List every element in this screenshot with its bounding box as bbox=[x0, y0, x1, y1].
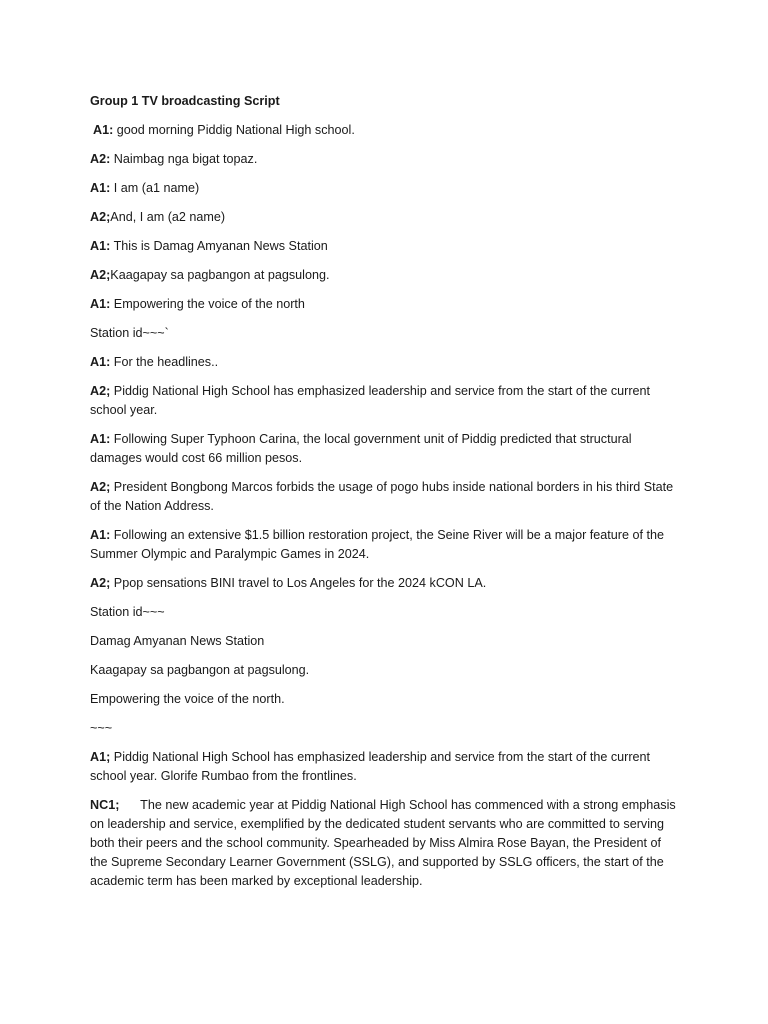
line-text: good morning Piddig National High school. bbox=[113, 123, 355, 137]
script-line bbox=[90, 661, 680, 680]
script-line bbox=[90, 179, 680, 198]
script-line bbox=[90, 295, 680, 314]
line-text: Following Super Typhoon Carina, the local government unit of Piddig predicted that structural damages would cost 66 million pesos. bbox=[90, 432, 632, 465]
speaker-label: A2; bbox=[90, 210, 111, 224]
speaker-label: A1: bbox=[93, 123, 114, 137]
line-text: The new academic year at Piddig National High School has commenced with a strong emphasis on leadership and service, exemplified by the dedicated student servants who are committed to serving both their peers and the school community. Spearheaded by Miss Almira Rose Bayan, the President of the Supreme Secondary Learner Government (SSLG), and supported by SSLG officers, the start of the academic term has been marked by exceptional leadership. bbox=[90, 798, 680, 888]
script-line bbox=[90, 796, 680, 891]
line-text: Station id~~~` bbox=[90, 326, 169, 340]
script-line bbox=[90, 208, 680, 227]
speaker-label: A1: bbox=[90, 239, 111, 253]
script-line bbox=[90, 632, 680, 651]
line-text: Kaagapay sa pagbangon at pagsulong. bbox=[90, 663, 310, 677]
script-line bbox=[90, 690, 680, 709]
document-title: Group 1 TV broadcasting Script bbox=[90, 94, 280, 108]
speaker-label: A1: bbox=[90, 355, 111, 369]
script-line bbox=[90, 150, 680, 169]
script-line bbox=[90, 266, 680, 285]
line-text: Ppop sensations BINI travel to Los Angeles for the 2024 kCON LA. bbox=[110, 576, 487, 590]
script-line bbox=[90, 603, 680, 622]
speaker-label: A1: bbox=[90, 528, 111, 542]
line-text: For the headlines.. bbox=[110, 355, 219, 369]
speaker-label: A2: bbox=[90, 152, 111, 166]
script-line bbox=[90, 478, 680, 516]
line-text: Following an extensive $1.5 billion restoration project, the Seine River will be a major feature of the Summer Olympic and Paralympic Games in 2024. bbox=[90, 528, 665, 561]
line-text: ~~~ bbox=[90, 721, 113, 735]
line-text: Piddig National High School has emphasized leadership and service from the start of the current school year. Glorife Rumbao from the frontlines. bbox=[90, 750, 651, 783]
script-line bbox=[90, 324, 680, 343]
script-line bbox=[90, 574, 680, 593]
script-line bbox=[90, 353, 680, 372]
speaker-label: A2; bbox=[90, 576, 111, 590]
speaker-label: A2; bbox=[90, 268, 111, 282]
line-text: And, I am (a2 name) bbox=[110, 210, 226, 224]
script-line bbox=[90, 430, 680, 468]
line-text: Kaagapay sa pagbangon at pagsulong. bbox=[110, 268, 330, 282]
script-line bbox=[90, 382, 680, 420]
line-text: Station id~~~ bbox=[90, 605, 165, 619]
document-page bbox=[90, 92, 680, 901]
speaker-label: NC1; bbox=[90, 798, 120, 812]
script-line bbox=[90, 121, 680, 140]
speaker-label: A1: bbox=[90, 181, 111, 195]
speaker-label: A1; bbox=[90, 750, 111, 764]
script-line bbox=[90, 719, 680, 738]
line-text: Empowering the voice of the north bbox=[110, 297, 305, 311]
line-text: Empowering the voice of the north. bbox=[90, 692, 285, 706]
line-text: This is Damag Amyanan News Station bbox=[110, 239, 328, 253]
line-text: Naimbag nga bigat topaz. bbox=[110, 152, 258, 166]
speaker-label: A2; bbox=[90, 480, 111, 494]
script-line bbox=[90, 237, 680, 256]
line-text: Piddig National High School has emphasized leadership and service from the start of the current school year. bbox=[90, 384, 651, 417]
speaker-label: A1: bbox=[90, 297, 111, 311]
line-text: President Bongbong Marcos forbids the usage of pogo hubs inside national borders in his third State of the Nation Address. bbox=[90, 480, 674, 513]
line-text: Damag Amyanan News Station bbox=[90, 634, 265, 648]
speaker-label: A1: bbox=[90, 432, 111, 446]
line-text: I am (a1 name) bbox=[110, 181, 200, 195]
script-line bbox=[90, 748, 680, 786]
speaker-label: A2; bbox=[90, 384, 111, 398]
script-line bbox=[90, 526, 680, 564]
